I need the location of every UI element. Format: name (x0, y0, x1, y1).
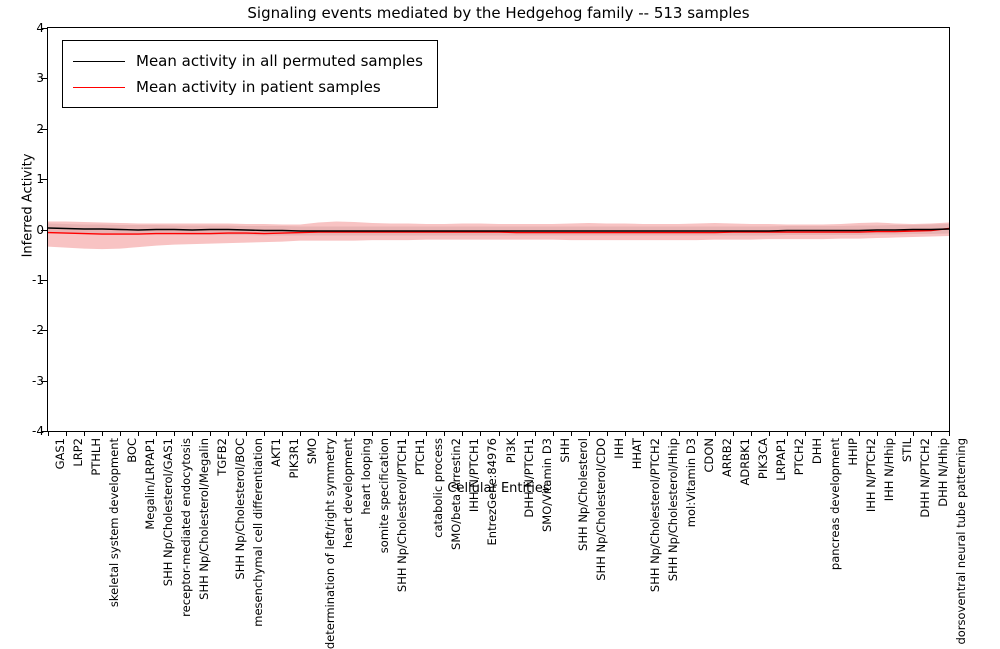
x-tick-label: LRPAP1 (773, 438, 788, 481)
x-tick-label: DHH N/Hhip (935, 438, 950, 507)
x-tick-mark (156, 432, 157, 436)
x-tick-mark (517, 432, 518, 436)
x-tick-label: PIK3R1 (287, 438, 302, 479)
x-tick-label: Megalin/LRPAP1 (143, 438, 158, 530)
x-tick-label: heart looping (359, 438, 374, 515)
x-tick-label: SHH Np/Cholesterol/Megalin (197, 438, 212, 600)
x-tick-mark (462, 432, 463, 436)
y-tick-label: 0 (36, 222, 44, 237)
x-tick-label: TGFB2 (215, 438, 230, 476)
legend-label: Mean activity in all permuted samples (136, 52, 423, 70)
x-tick-mark (228, 432, 229, 436)
y-tick-label: 4 (36, 21, 44, 35)
x-tick-mark (841, 432, 842, 436)
x-tick-mark (679, 432, 680, 436)
x-tick-mark (300, 432, 301, 436)
y-tick-label: -1 (32, 272, 44, 287)
y-tick-label: 3 (36, 71, 44, 86)
legend-item (73, 74, 423, 100)
y-tick-label: -2 (32, 323, 44, 338)
y-tick-label: -4 (32, 424, 44, 438)
y-tick-label: -3 (32, 373, 44, 388)
x-tick-mark (174, 432, 175, 436)
x-tick-label: DHH N/PTCH1 (521, 438, 536, 518)
x-tick-mark (769, 432, 770, 436)
x-tick-label: AKT1 (269, 438, 284, 467)
x-tick-mark (661, 432, 662, 436)
x-tick-label: SHH Np/Cholesterol (575, 438, 590, 551)
x-tick-mark (787, 432, 788, 436)
x-tick-mark (48, 432, 49, 436)
x-tick-label: GAS1 (53, 438, 67, 470)
x-tick-mark (643, 432, 644, 436)
x-tick-label: IHH N/PTCH1 (467, 438, 482, 513)
x-tick-mark (697, 432, 698, 436)
x-tick-mark (426, 432, 427, 436)
x-tick-label: HHIP (845, 438, 860, 466)
x-tick-label: skeletal system development (107, 438, 122, 608)
y-tick-label: 1 (36, 172, 44, 187)
x-tick-label: mesenchymal cell differentiation (251, 438, 266, 627)
x-tick-label: IHH N/Hhip (881, 438, 896, 502)
x-tick-label: IHH N/PTCH2 (863, 438, 878, 513)
x-tick-label: SHH (557, 438, 572, 463)
x-tick-mark (246, 432, 247, 436)
x-tick-label: SHH Np/Cholesterol/Hhip (665, 438, 680, 582)
x-axis-label: Cellular Entities (447, 481, 550, 496)
x-tick-label: STIL (899, 438, 914, 463)
x-tick-label: pancreas development (827, 438, 842, 571)
x-tick-label: receptor-mediated endocytosis (179, 438, 194, 617)
x-tick-label: catabolic process (431, 438, 446, 538)
x-tick-mark (571, 432, 572, 436)
x-tick-mark (480, 432, 481, 436)
x-tick-mark (877, 432, 878, 436)
x-tick-label: somite specification (377, 438, 392, 554)
x-tick-mark (138, 432, 139, 436)
x-tick-mark (372, 432, 373, 436)
x-tick-mark (913, 432, 914, 436)
x-tick-label: CDON (701, 438, 716, 473)
x-tick-mark (318, 432, 319, 436)
x-tick-label: ADRBK1 (737, 438, 752, 486)
x-tick-mark (390, 432, 391, 436)
x-tick-mark (553, 432, 554, 436)
x-tick-mark (192, 432, 193, 436)
x-tick-label: SHH Np/Cholesterol/CDO (593, 438, 608, 581)
x-tick-label: SMO/Vitamin D3 (539, 438, 554, 533)
x-tick-mark (102, 432, 103, 436)
x-tick-label: PTCH1 (413, 438, 428, 476)
x-tick-label: SHH Np/Cholesterol/BOC (233, 438, 248, 580)
x-tick-mark (715, 432, 716, 436)
y-axis-label: Inferred Activity (20, 153, 36, 258)
x-tick-mark (336, 432, 337, 436)
x-tick-label: SHH Np/Cholesterol/PTCH2 (647, 438, 662, 593)
x-tick-label: PTHLH (89, 438, 104, 476)
x-tick-mark (589, 432, 590, 436)
x-tick-mark (535, 432, 536, 436)
x-tick-mark (733, 432, 734, 436)
series-band (48, 221, 949, 249)
x-tick-mark (66, 432, 67, 436)
x-tick-label: SMO/beta Arrestin2 (449, 438, 464, 550)
x-tick-label: SHH Np/Cholesterol/GAS1 (161, 438, 176, 587)
x-tick-label: PIK3CA (755, 438, 770, 480)
x-tick-label: DHH N/PTCH2 (917, 438, 932, 518)
x-tick-mark (499, 432, 500, 436)
x-tick-mark (282, 432, 283, 436)
y-tick-label: 2 (36, 121, 44, 136)
x-tick-label: DHH (809, 438, 824, 465)
x-tick-mark (931, 432, 932, 436)
x-tick-label: ARRB2 (719, 438, 734, 478)
x-tick-label: PI3K (503, 438, 518, 464)
x-tick-label: LRP2 (71, 438, 86, 467)
x-tick-label: HHAT (629, 438, 644, 470)
x-tick-label: PTCH2 (791, 438, 806, 476)
x-tick-mark (823, 432, 824, 436)
x-tick-label: BOC (125, 438, 140, 463)
legend-line-icon (73, 61, 125, 62)
x-tick-mark (444, 432, 445, 436)
chart-legend (62, 40, 438, 108)
x-tick-mark (408, 432, 409, 436)
x-tick-label: dorsoventral neural tube patterning (954, 438, 968, 645)
x-tick-mark (264, 432, 265, 436)
x-tick-mark (805, 432, 806, 436)
x-tick-label: SHH Np/Cholesterol/PTCH1 (395, 438, 410, 593)
x-tick-mark (607, 432, 608, 436)
x-tick-label: mol:Vitamin D3 (683, 438, 698, 528)
x-tick-mark (859, 432, 860, 436)
x-tick-mark (625, 432, 626, 436)
x-tick-label: IHH (611, 438, 626, 459)
x-tick-label: EntrezGene:84976 (485, 438, 500, 546)
legend-item (73, 48, 423, 74)
x-tick-label: SMO (305, 438, 320, 465)
legend-label: Mean activity in patient samples (136, 78, 381, 96)
legend-line-icon (73, 87, 125, 88)
x-tick-label: heart development (341, 438, 356, 549)
x-tick-mark (84, 432, 85, 436)
x-tick-mark (751, 432, 752, 436)
x-tick-mark (210, 432, 211, 436)
chart-title: Signaling events mediated by the Hedgehog family -- 513 samples (247, 4, 750, 22)
x-tick-label: determination of left/right symmetry (323, 438, 338, 649)
x-tick-mark (354, 432, 355, 436)
x-tick-mark (895, 432, 896, 436)
x-tick-mark (949, 432, 950, 436)
x-tick-mark (120, 432, 121, 436)
